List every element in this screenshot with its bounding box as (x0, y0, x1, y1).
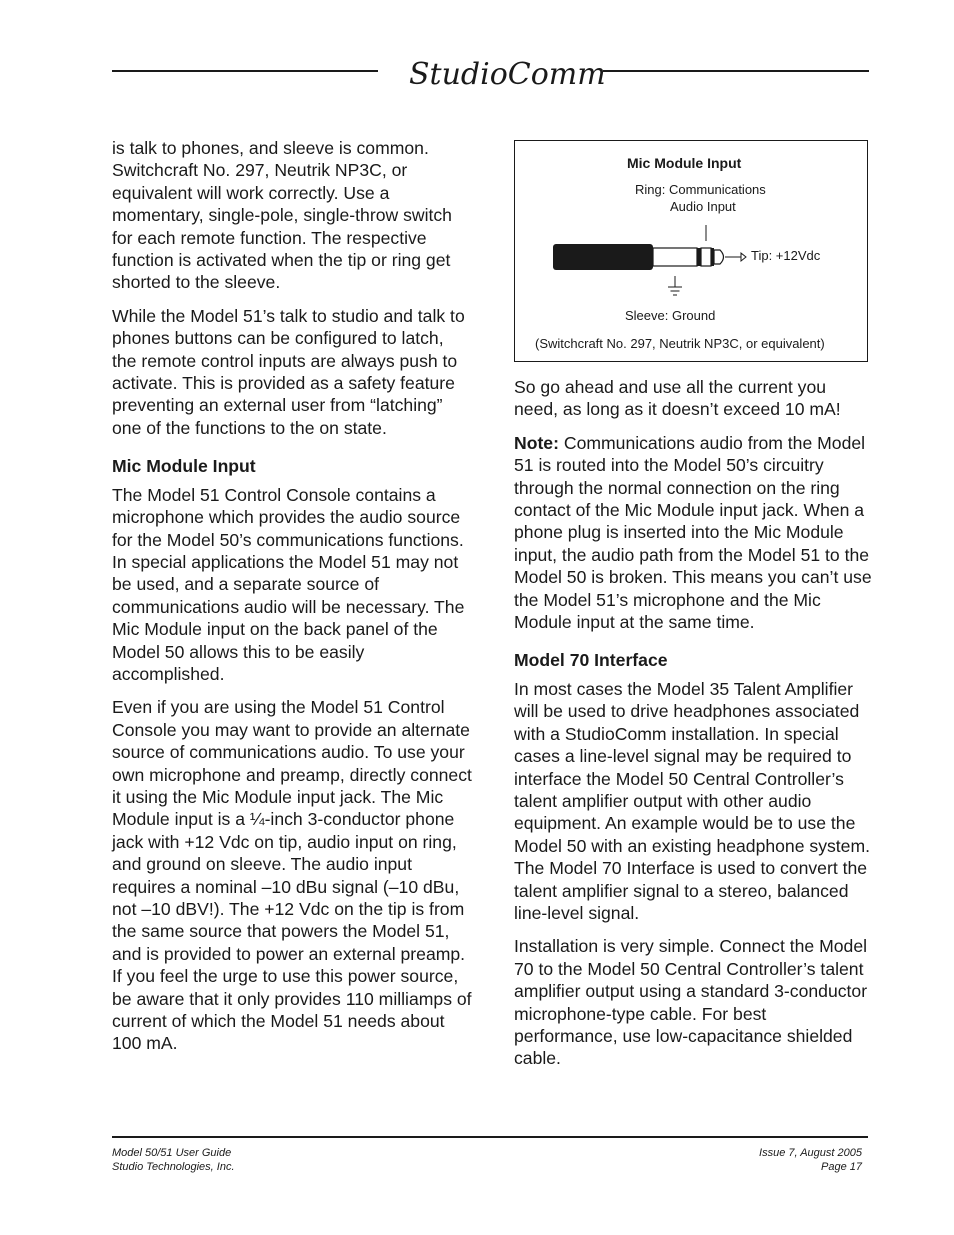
ring-label-line1: Ring: Communications (635, 182, 766, 197)
svg-text:StudioComm: StudioComm (409, 57, 606, 92)
studiocomm-logo (405, 50, 606, 98)
section-heading-mic-module: Mic Module Input (112, 456, 256, 477)
right-paragraph-1: So go ahead and use all the current you need, as long as it doesn’t exceed 10 mA! (514, 377, 841, 420)
page-number: Page 17 (821, 1161, 862, 1173)
footer-left (112, 1146, 235, 1174)
header-rule-left (112, 70, 378, 72)
header-rule-right (603, 70, 869, 72)
note-paragraph (514, 432, 874, 634)
left-column (112, 137, 472, 1066)
tip-arrow (725, 253, 746, 261)
figure-caption: (Switchcraft No. 297, Neutrik NP3C, or equivalent) (535, 336, 825, 351)
tip-label: Tip: +12Vdc (751, 248, 821, 263)
footer-issue: Issue 7, August 2005 (759, 1147, 862, 1159)
footer-company: Studio Technologies, Inc. (112, 1161, 235, 1173)
right-paragraph-3: Installation is very simple. Connect the Model 70 to the Model 50 Central Controller’s talent amplifier output using a standard 3-conductor microphone-type cable. For best performance, use low-capacitance shielded cable. (514, 936, 868, 1069)
plug-sleeve (653, 248, 697, 266)
footer-right (759, 1146, 862, 1174)
note-text: Communications audio from the Model 51 is routed into the Model 50’s circuitry through the normal connection on the ring contact of the Mic Module input jack. When a phone plug is inserted into the Mic Module input, the audio path from the Model 51 to the Model 50 is broken. This means you can’t use the Model 51’s microphone and the Mic Module input at the same time. (514, 432, 872, 633)
plug-ring (701, 248, 711, 266)
mic-module-input-figure (514, 140, 868, 362)
left-paragraph-4: Even if you are using the Model 51 Control Console you may want to provide an alternate source of communications audio. To use your own microphone and preamp, directly connect it using the Mic Module input jack. The Mic Module input is a ¼-inch 3-conductor phone jack with +12 Vdc on tip, audio input on ring, and ground on sleeve. The audio input requires a nominal –10 dBu signal (–10 dBu, not –10 dBV!). The +12 Vdc on the tip is from the same source that powers the Model 51, and is provided to power an external preamp. If you feel the urge to use this power source, be aware that it only provides 110 milliamps of current of which the Model 51 needs about 100 mA. (112, 697, 472, 1054)
figure-title: Mic Module Input (627, 155, 742, 171)
sleeve-label: Sleeve: Ground (625, 308, 716, 323)
footer-rule (112, 1136, 868, 1138)
footer-guide-title: Model 50/51 User Guide (112, 1147, 232, 1159)
right-column (514, 376, 874, 1081)
ring-label-line2: Audio Input (670, 199, 736, 214)
left-paragraph-2: While the Model 51’s talk to studio and talk to phones buttons can be configured to latch, the remote control inputs are always push to activate. This is provided as a safety feature preventing an external user from “latching” one of the functions to the on state. (112, 305, 465, 438)
plug-body (553, 244, 653, 270)
right-paragraph-2: In most cases the Model 35 Talent Amplifier will be used to drive headphones associated with a StudioComm installation. In special cases a line-level signal may be required to interface the Model 50 Central Controller’s talent amplifier output with other audio equipment. An example would be to use the Model 50 with an existing headphone system. The Model 70 Interface is used to convert the talent amplifier signal to a stereo, balanced line-level signal. (514, 678, 870, 923)
left-paragraph-3: The Model 51 Control Console contains a microphone which provides the audio source for the Model 50’s communications functions. In special applications the Model 51 may not be used, and a separate source of communications audio will be necessary. The Mic Module input on the back panel of the Model 50 allows this to be easily accomplished. (112, 484, 465, 684)
section-heading-model-70: Model 70 Interface (514, 650, 668, 671)
plug-tip (714, 250, 724, 264)
left-paragraph-1: is talk to phones, and sleeve is common. Switchcraft No. 297, Neutrik NP3C, or equivalent will work correctly. Use a momentary, single-pole, single-throw switch for each remote function. The respective function is activated when the tip or ring get shorted to the sleeve. (112, 138, 452, 293)
note-label: Note: (514, 432, 559, 453)
